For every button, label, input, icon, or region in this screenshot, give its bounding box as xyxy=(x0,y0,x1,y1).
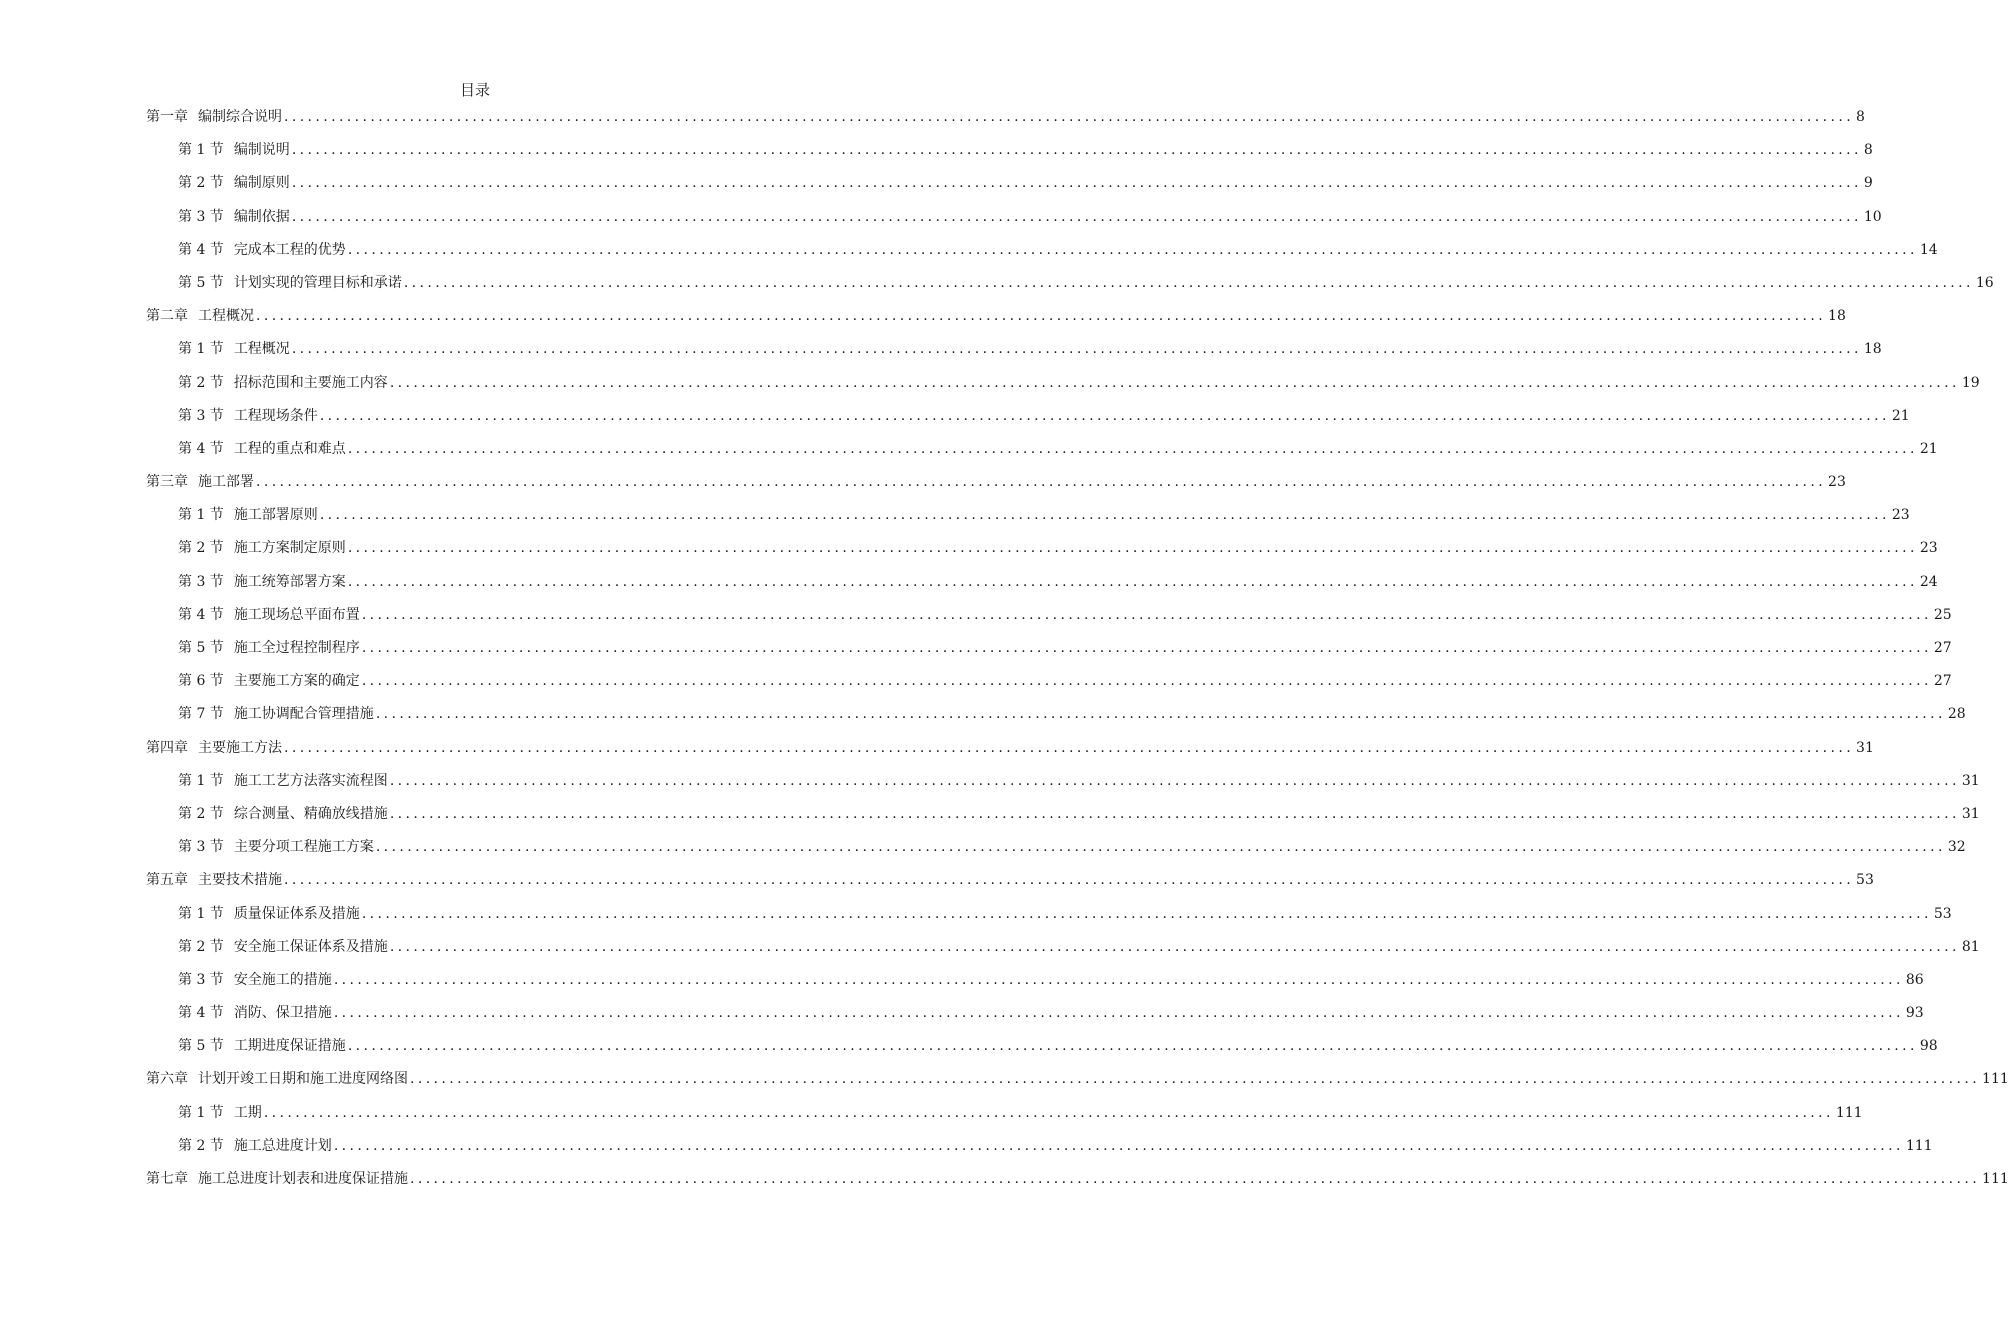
toc-dot-leader: ........................................................................................................................................................................................................ xyxy=(375,706,1946,723)
toc-section-entry[interactable] xyxy=(146,239,1938,272)
toc-entry-label xyxy=(178,936,388,958)
toc-entry-text: 工程现场条件 xyxy=(233,407,318,424)
toc-entry-page-number: 98 xyxy=(1919,1038,1938,1055)
toc-dot-leader: ........................................................................................................................................................................................................ xyxy=(256,308,1827,325)
toc-dot-leader: ........................................................................................................................................................................................................ xyxy=(333,1005,1904,1022)
toc-entry-number: 第 1 节 xyxy=(178,507,224,524)
toc-chapter-entry[interactable] xyxy=(146,305,1846,338)
toc-entry-page-number: 21 xyxy=(1919,440,1938,457)
toc-entry-label xyxy=(178,803,388,825)
toc-entry-page-number: 23 xyxy=(1828,474,1846,491)
toc-entry-label xyxy=(178,1002,332,1024)
toc-entry-text: 主要技术措施 xyxy=(198,872,282,889)
toc-chapter-entry[interactable] xyxy=(146,869,1874,902)
toc-dot-leader: ........................................................................................................................................................................................................ xyxy=(410,1071,1981,1088)
toc-entry-label xyxy=(146,869,282,891)
toc-entry-label xyxy=(146,1068,408,1090)
toc-section-entry[interactable] xyxy=(146,1135,1933,1168)
toc-entry-text: 施工方案制定原则 xyxy=(233,540,346,557)
toc-entry-label xyxy=(178,504,318,526)
toc-entry-text: 施工统筹部署方案 xyxy=(233,573,346,590)
toc-section-entry[interactable] xyxy=(146,936,1980,969)
toc-entry-label xyxy=(178,703,374,725)
toc-entry-page-number: 111 xyxy=(1835,1104,1863,1121)
toc-entry-text: 施工总进度计划表和进度保证措施 xyxy=(198,1171,408,1187)
toc-entry-text: 工程概况 xyxy=(233,341,290,358)
toc-entry-number: 第 1 节 xyxy=(178,772,224,789)
toc-section-entry[interactable] xyxy=(146,537,1938,570)
toc-entry-label xyxy=(178,338,290,360)
toc-section-entry[interactable] xyxy=(146,338,1882,371)
toc-dot-leader: ........................................................................................................................................................................................................ xyxy=(347,573,1918,590)
toc-entry-page-number: 53 xyxy=(1933,905,1952,922)
toc-entry-number: 第三章 xyxy=(146,474,188,491)
toc-entry-text: 计划实现的管理目标和承诺 xyxy=(233,274,402,291)
toc-entry-number: 第二章 xyxy=(146,308,188,325)
toc-dot-leader: ........................................................................................................................................................................................................ xyxy=(284,739,1855,756)
toc-entry-text: 招标范围和主要施工内容 xyxy=(233,374,388,391)
toc-entry-number: 第 2 节 xyxy=(178,540,224,557)
toc-section-entry[interactable] xyxy=(146,803,1980,836)
toc-entry-number: 第 4 节 xyxy=(178,1005,224,1022)
toc-section-entry[interactable] xyxy=(146,139,1873,172)
toc-section-entry[interactable] xyxy=(146,770,1980,803)
toc-dot-leader: ........................................................................................................................................................................................................ xyxy=(347,1038,1918,1055)
toc-entry-text: 质量保证体系及措施 xyxy=(233,905,360,922)
toc-entry-page-number: 32 xyxy=(1947,839,1966,856)
toc-entry-page-number: 8 xyxy=(1856,109,1865,125)
toc-entry-label xyxy=(178,903,360,925)
toc-entry-number: 第 4 节 xyxy=(178,606,224,623)
toc-entry-number: 第 4 节 xyxy=(178,241,224,258)
toc-entry-text: 施工工艺方法落实流程图 xyxy=(233,772,388,789)
toc-entry-text: 主要施工方法 xyxy=(198,739,282,756)
toc-entry-text: 安全施工的措施 xyxy=(233,971,332,988)
toc-entry-label xyxy=(178,405,318,427)
toc-entry-label xyxy=(178,1035,346,1057)
toc-entry-page-number: 9 xyxy=(1863,175,1873,192)
toc-entry-text: 工程概况 xyxy=(198,308,254,325)
toc-entry-label xyxy=(178,206,290,228)
toc-entry-label xyxy=(178,770,388,792)
toc-title: 目录 xyxy=(459,81,490,99)
toc-dot-leader: ........................................................................................................................................................................................................ xyxy=(347,440,1918,457)
toc-entry-page-number: 23 xyxy=(1919,540,1938,557)
toc-chapter-entry[interactable] xyxy=(146,106,1865,139)
toc-dot-leader: ........................................................................................................................................................................................................ xyxy=(284,872,1855,889)
toc-entry-label xyxy=(178,172,290,194)
toc-entry-page-number: 86 xyxy=(1905,971,1924,988)
toc-entry-label xyxy=(178,438,346,460)
toc-entry-text: 编制原则 xyxy=(233,175,290,192)
toc-entry-number: 第 3 节 xyxy=(178,407,224,424)
toc-section-entry[interactable] xyxy=(146,272,1994,305)
toc-section-entry[interactable] xyxy=(146,670,1952,703)
toc-entry-text: 施工部署原则 xyxy=(233,507,318,524)
toc-entry-label xyxy=(146,305,254,327)
toc-chapter-entry[interactable] xyxy=(146,1068,2009,1101)
toc-entry-number: 第 5 节 xyxy=(178,640,224,656)
toc-dot-leader: ........................................................................................................................................................................................................ xyxy=(410,1171,1981,1187)
toc-entry-label xyxy=(178,1102,262,1124)
toc-entry-number: 第 2 节 xyxy=(178,374,224,391)
toc-entry-number: 第 6 节 xyxy=(178,673,224,690)
toc-entry-number: 第 1 节 xyxy=(178,341,224,358)
toc-dot-leader: ........................................................................................................................................................................................................ xyxy=(389,805,1960,822)
toc-entry-label xyxy=(146,737,282,759)
toc-entry-text: 施工部署 xyxy=(198,474,254,491)
toc-entry-label xyxy=(178,670,360,692)
toc-dot-leader: ........................................................................................................................................................................................................ xyxy=(291,175,1862,192)
toc-dot-leader: ........................................................................................................................................................................................................ xyxy=(361,640,1932,656)
toc-entry-number: 第四章 xyxy=(146,739,188,756)
toc-entry-number: 第 2 节 xyxy=(178,175,224,192)
toc-entry-text: 施工总进度计划 xyxy=(233,1137,332,1154)
toc-entry-text: 完成本工程的优势 xyxy=(233,241,346,258)
toc-entry-page-number: 27 xyxy=(1933,673,1952,690)
toc-entry-text: 消防、保卫措施 xyxy=(233,1005,332,1022)
toc-entry-page-number: 16 xyxy=(1975,274,1994,291)
toc-entry-text: 计划开竣工日期和施工进度网络图 xyxy=(198,1071,408,1088)
toc-entry-label xyxy=(178,239,346,261)
toc-entry-number: 第 2 节 xyxy=(178,1137,224,1154)
toc-entry-number: 第 2 节 xyxy=(178,805,224,822)
toc-section-entry[interactable] xyxy=(146,604,1952,637)
toc-dot-leader: ........................................................................................................................................................................................................ xyxy=(389,374,1960,391)
toc-entry-label xyxy=(178,604,360,626)
toc-section-entry[interactable] xyxy=(146,1002,1924,1035)
toc-entry-page-number: 31 xyxy=(1961,772,1980,789)
toc-entry-page-number: 31 xyxy=(1961,805,1980,822)
toc-entry-label xyxy=(178,272,402,294)
toc-entry-number: 第 7 节 xyxy=(178,706,224,723)
toc-entry-number: 第五章 xyxy=(146,872,188,889)
toc-dot-leader: ........................................................................................................................................................................................................ xyxy=(389,938,1960,955)
toc-section-entry[interactable] xyxy=(146,836,1966,869)
toc-entry-page-number: 21 xyxy=(1891,407,1910,424)
toc-section-entry[interactable] xyxy=(146,372,1980,405)
toc-entry-page-number: 111 xyxy=(1982,1171,2009,1187)
toc-entry-text: 施工全过程控制程序 xyxy=(233,640,360,656)
toc-section-entry[interactable] xyxy=(146,571,1938,604)
toc-chapter-entry[interactable] xyxy=(146,471,1846,504)
toc-entry-page-number: 23 xyxy=(1891,507,1910,524)
toc-dot-leader: ........................................................................................................................................................................................................ xyxy=(263,1104,1834,1121)
toc-dot-leader: ........................................................................................................................................................................................................ xyxy=(319,407,1890,424)
toc-entry-label xyxy=(146,106,282,128)
toc-entry-text: 编制综合说明 xyxy=(198,109,282,125)
toc-entry-number: 第 3 节 xyxy=(178,971,224,988)
toc-entry-text: 编制说明 xyxy=(233,142,290,159)
toc-entry-label xyxy=(178,836,374,858)
toc-entry-page-number: 111 xyxy=(1982,1071,2009,1088)
toc-section-entry[interactable] xyxy=(146,504,1910,537)
toc-dot-leader: ........................................................................................................................................................................................................ xyxy=(361,905,1932,922)
toc-dot-leader: ........................................................................................................................................................................................................ xyxy=(291,142,1862,159)
toc-entry-page-number: 14 xyxy=(1919,241,1938,258)
toc-entry-text: 综合测量、精确放线措施 xyxy=(233,805,388,822)
toc-entry-label xyxy=(178,637,360,659)
toc-entry-page-number: 18 xyxy=(1863,341,1882,358)
toc-entry-page-number: 18 xyxy=(1828,308,1846,325)
toc-section-entry[interactable] xyxy=(146,969,1924,1002)
toc-dot-leader: ........................................................................................................................................................................................................ xyxy=(256,474,1827,491)
toc-entry-page-number: 111 xyxy=(1905,1137,1933,1154)
toc-dot-leader: ........................................................................................................................................................................................................ xyxy=(319,507,1890,524)
toc-entry-text: 编制依据 xyxy=(233,208,290,225)
toc-dot-leader: ........................................................................................................................................................................................................ xyxy=(361,606,1932,623)
toc-entry-page-number: 24 xyxy=(1919,573,1938,590)
toc-entry-page-number: 53 xyxy=(1856,872,1874,889)
toc-entry-page-number: 93 xyxy=(1905,1005,1924,1022)
toc-entry-page-number: 19 xyxy=(1961,374,1980,391)
toc-entry-text: 工期进度保证措施 xyxy=(233,1038,346,1055)
toc-entry-label xyxy=(146,1168,408,1190)
toc-section-entry[interactable] xyxy=(146,172,1873,205)
toc-entry-number: 第一章 xyxy=(146,109,188,125)
toc-entry-text: 主要施工方案的确定 xyxy=(233,673,360,690)
toc-entry-page-number: 8 xyxy=(1863,142,1873,159)
toc-entry-text: 施工现场总平面布置 xyxy=(233,606,360,623)
toc-entry-page-number: 27 xyxy=(1933,640,1952,656)
toc-entry-label xyxy=(178,571,346,593)
toc-dot-leader: ........................................................................................................................................................................................................ xyxy=(291,208,1862,225)
toc-entry-number: 第 1 节 xyxy=(178,142,224,159)
toc-entry-number: 第 4 节 xyxy=(178,440,224,457)
toc-entry-number: 第 3 节 xyxy=(178,208,224,225)
toc-dot-leader: ........................................................................................................................................................................................................ xyxy=(403,274,1974,291)
toc-section-entry[interactable] xyxy=(146,903,1952,936)
toc-entry-page-number: 31 xyxy=(1856,739,1874,756)
toc-chapter-entry[interactable] xyxy=(146,1168,2009,1201)
toc-entry-number: 第 1 节 xyxy=(178,1104,224,1121)
toc-entry-label xyxy=(178,1135,332,1157)
toc-section-entry[interactable] xyxy=(146,405,1910,438)
toc-section-entry[interactable] xyxy=(146,438,1938,471)
toc-section-entry[interactable] xyxy=(146,703,1966,736)
toc-dot-leader: ........................................................................................................................................................................................................ xyxy=(333,971,1904,988)
toc-dot-leader: ........................................................................................................................................................................................................ xyxy=(361,673,1932,690)
toc-dot-leader: ........................................................................................................................................................................................................ xyxy=(347,540,1918,557)
toc-entry-number: 第 5 节 xyxy=(178,274,224,291)
toc-dot-leader: ........................................................................................................................................................................................................ xyxy=(333,1137,1904,1154)
toc-entry-label xyxy=(178,537,346,559)
toc-dot-leader: ........................................................................................................................................................................................................ xyxy=(389,772,1960,789)
toc-entry-number: 第 1 节 xyxy=(178,905,224,922)
toc-section-entry[interactable] xyxy=(146,637,1952,670)
toc-entry-number: 第七章 xyxy=(146,1171,188,1187)
toc-entry-number: 第 5 节 xyxy=(178,1038,224,1055)
toc-entry-page-number: 10 xyxy=(1863,208,1882,225)
toc-entry-page-number: 81 xyxy=(1961,938,1980,955)
toc-entry-page-number: 25 xyxy=(1933,606,1952,623)
toc-entry-text: 安全施工保证体系及措施 xyxy=(233,938,388,955)
toc-entry-label xyxy=(178,372,388,394)
toc-entry-text: 工期 xyxy=(233,1104,262,1121)
toc-dot-leader: ........................................................................................................................................................................................................ xyxy=(347,241,1918,258)
toc-entry-number: 第 3 节 xyxy=(178,839,224,856)
toc-entry-number: 第六章 xyxy=(146,1071,188,1088)
toc-dot-leader: ........................................................................................................................................................................................................ xyxy=(375,839,1946,856)
toc-entry-text: 施工协调配合管理措施 xyxy=(233,706,374,723)
toc-entry-label xyxy=(178,969,332,991)
toc-dot-leader: ........................................................................................................................................................................................................ xyxy=(284,109,1855,125)
toc-list xyxy=(146,106,2009,1201)
toc-dot-leader: ........................................................................................................................................................................................................ xyxy=(291,341,1862,358)
toc-entry-number: 第 3 节 xyxy=(178,573,224,590)
toc-section-entry[interactable] xyxy=(146,1035,1938,1068)
toc-entry-page-number: 28 xyxy=(1947,706,1966,723)
toc-section-entry[interactable] xyxy=(146,1102,1863,1135)
toc-entry-number: 第 2 节 xyxy=(178,938,224,955)
toc-chapter-entry[interactable] xyxy=(146,737,1874,770)
toc-entry-label xyxy=(178,139,290,161)
toc-entry-text: 工程的重点和难点 xyxy=(233,440,346,457)
toc-entry-label xyxy=(146,471,254,493)
toc-entry-text: 主要分项工程施工方案 xyxy=(233,839,374,856)
toc-section-entry[interactable] xyxy=(146,206,1882,239)
